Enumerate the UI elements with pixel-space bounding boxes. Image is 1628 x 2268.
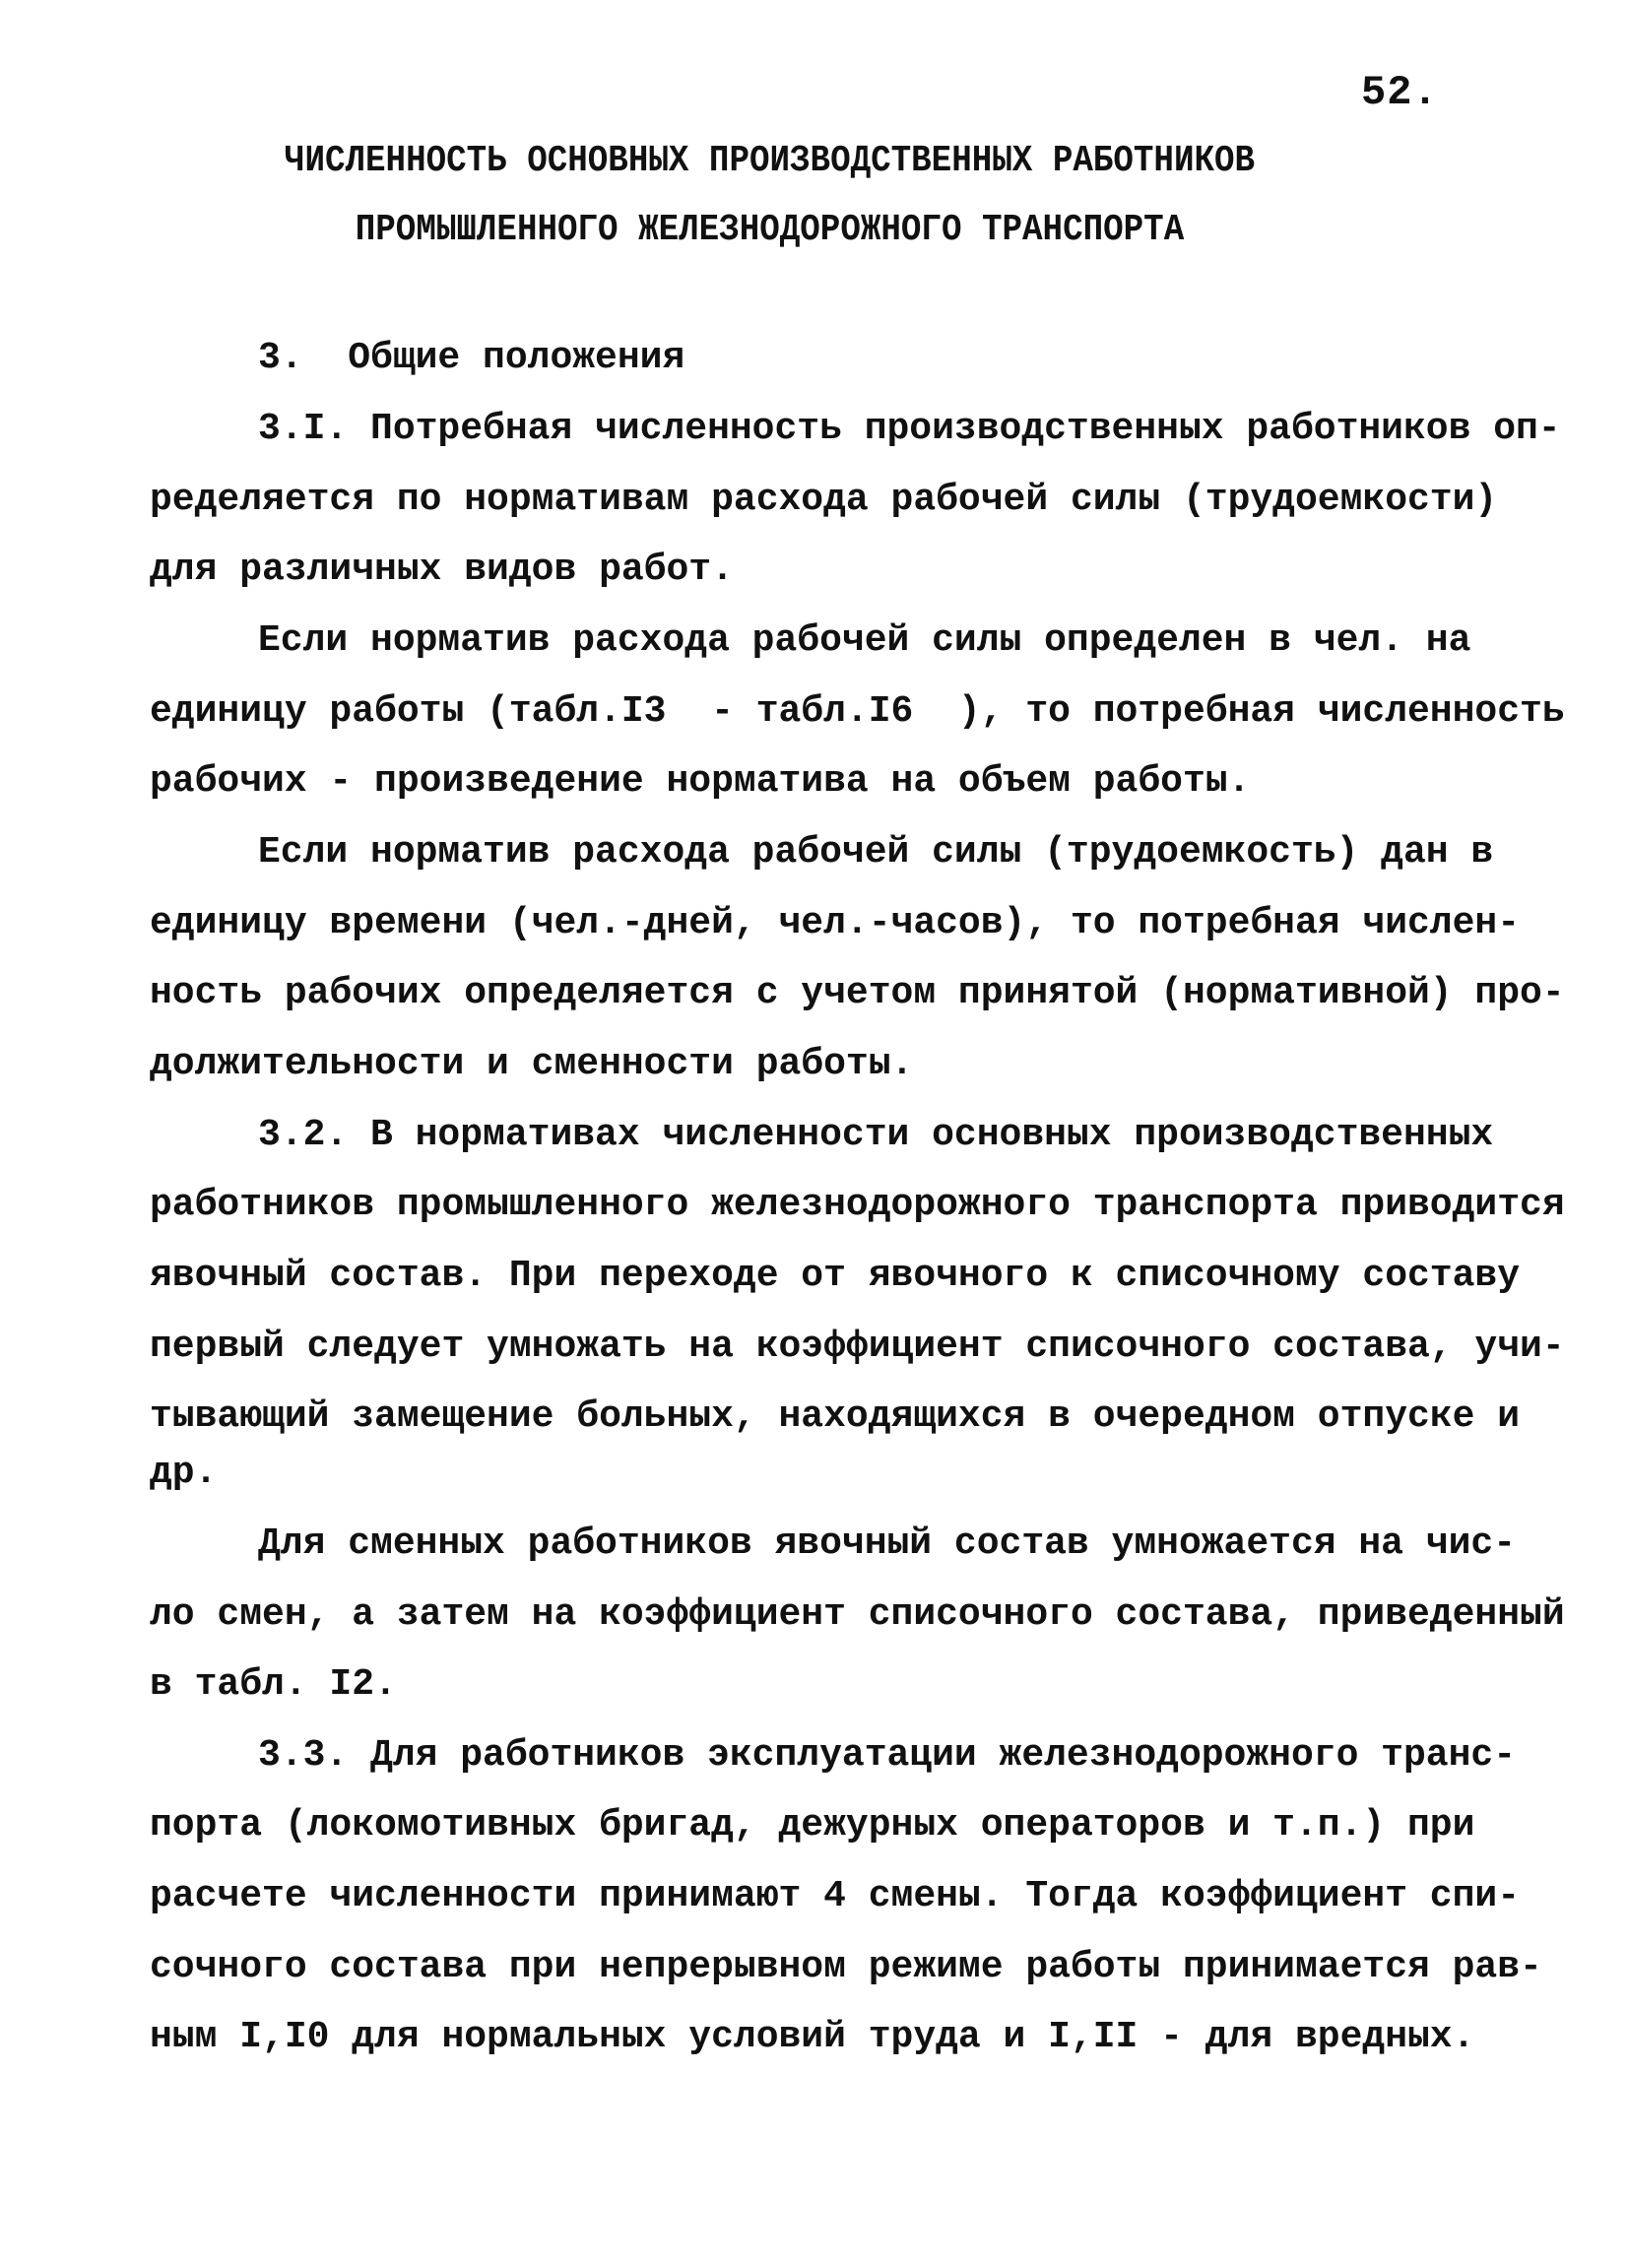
section-heading: 3. Общие положения [258, 337, 685, 379]
paragraph-line: тывающий замещение больных, находящихся в очередном отпуске и [150, 1395, 1521, 1438]
paragraph-line: расчете численности принимают 4 смены. Тогда коэффициент спи- [150, 1875, 1521, 1917]
paragraph-line: ным I,I0 для нормальных условий труда и I,II - для вредных. [150, 2016, 1475, 2058]
paragraph-line: Если норматив расхода рабочей силы определен в чел. на [258, 619, 1471, 662]
paragraph-line: ределяется по нормативам расхода рабочей силы (трудоемкости) [150, 479, 1498, 521]
document-title-line-1: ЧИСЛЕННОСТЬ ОСНОВНЫХ ПРОИЗВОДСТВЕННЫХ РАБОТНИКОВ [284, 140, 1256, 182]
paragraph-line: 3.3. Для работников эксплуатации железнодорожного транс- [258, 1734, 1517, 1777]
paragraph-line: единицу времени (чел.-дней, чел.-часов), то потребная числен- [150, 902, 1521, 944]
paragraph-line: 3.2. В нормативах численности основных производственных [258, 1114, 1494, 1156]
page-number: 52. [1361, 69, 1439, 116]
paragraph-line: ло смен, а затем на коэффициент списочного состава, приведенный [150, 1593, 1565, 1636]
paragraph-line: явочный состав. При переходе от явочного к списочному составу [150, 1255, 1521, 1297]
paragraph-line: первый следует умножать на коэффициент списочного состава, учи- [150, 1326, 1565, 1368]
paragraph-line: порта (локомотивных бригад, дежурных операторов и т.п.) при [150, 1804, 1475, 1847]
paragraph-line: сочного состава при непрерывном режиме работы принимается рав- [150, 1946, 1542, 1988]
paragraph-line: рабочих - произведение норматива на объем работы. [150, 760, 1251, 803]
document-title-line-2: ПРОМЫШЛЕННОГО ЖЕЛЕЗНОДОРОЖНОГО ТРАНСПОРТА [355, 209, 1185, 251]
paragraph-line: Если норматив расхода рабочей силы (трудоемкость) дан в [258, 831, 1494, 874]
paragraph-line: для различных видов работ. [150, 549, 734, 591]
paragraph-line: единицу работы (табл.I3 - табл.I6 ), то потребная численность [150, 690, 1565, 733]
paragraph-line: в табл. I2. [150, 1663, 397, 1706]
paragraph-line: Для сменных работников явочный состав умножается на чис- [258, 1523, 1517, 1565]
paragraph-line: 3.I. Потребная численность производственных работников оп- [258, 408, 1561, 450]
paragraph-line: ность рабочих определяется с учетом принятой (нормативной) про- [150, 972, 1565, 1014]
paragraph-line: должительности и сменности работы. [150, 1043, 914, 1085]
paragraph-line: работников промышленного железнодорожного транспорта приводится [150, 1184, 1565, 1226]
paragraph-line: др. [150, 1452, 218, 1494]
